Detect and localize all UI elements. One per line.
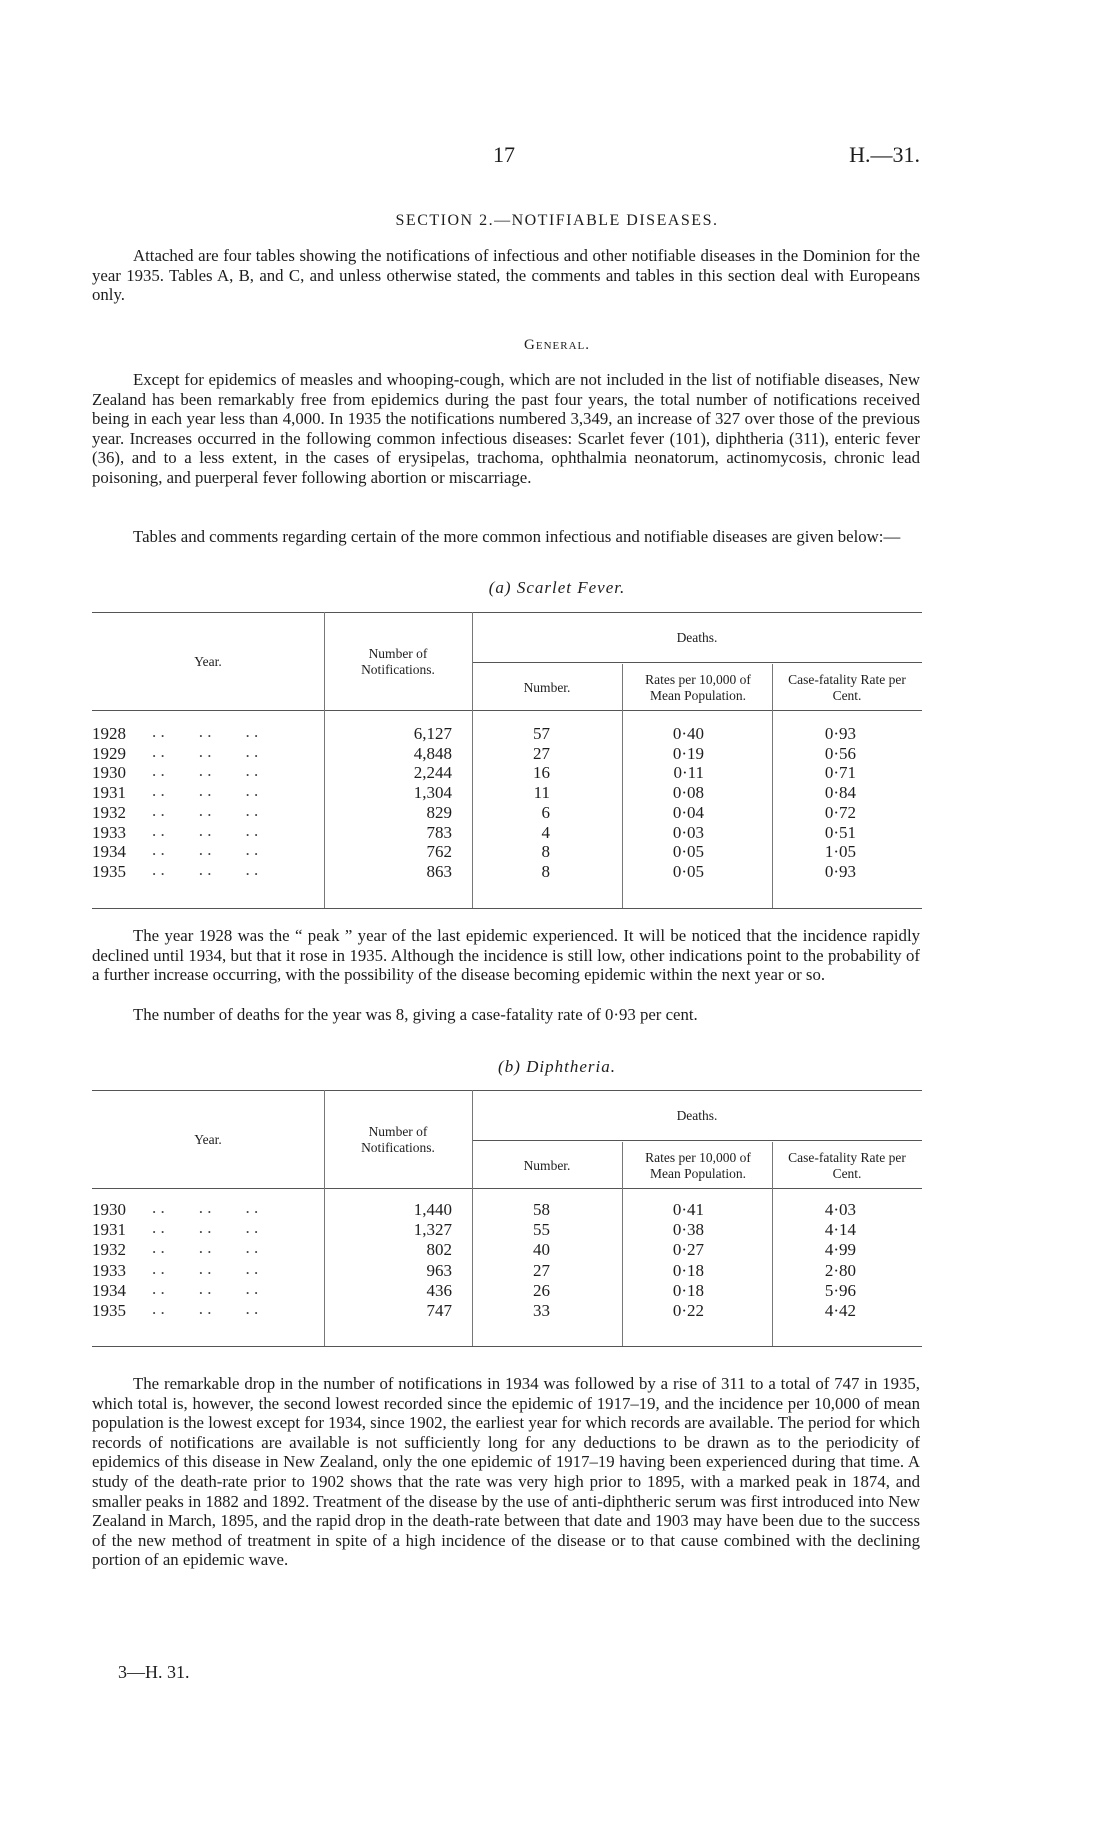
year-cell: 1934: [92, 1280, 126, 1300]
leader-dots: . . . . . .: [152, 1258, 259, 1278]
case-fatality-cell: 1·05: [824, 842, 856, 862]
table-row: [92, 1220, 922, 1240]
case-fatality-cell: 4·14: [824, 1220, 856, 1240]
notifications-cell: 1,327: [413, 1220, 452, 1240]
case-fatality-cell: 0·84: [824, 783, 856, 803]
notifications-cell: 6,127: [413, 724, 452, 743]
notifications-cell: 863: [426, 861, 452, 881]
deaths-cell: 27: [533, 1260, 550, 1280]
table-row: [92, 1278, 922, 1301]
header-deaths-number: Number.: [523, 1158, 571, 1173]
leader-dots: . . . . . .: [152, 781, 259, 801]
leader-dots: . . . . . .: [152, 1299, 259, 1318]
leader-dots: . . . . . .: [152, 1198, 259, 1217]
year-cell: 1933: [92, 822, 126, 842]
leader-dots: . . . . . .: [152, 761, 259, 781]
notifications-cell: 762: [426, 842, 452, 862]
year-cell: 1935: [92, 861, 126, 881]
diphtheria-caption: (b) Diphtheria.: [498, 1057, 616, 1076]
leader-dots: . . . . . .: [152, 1238, 259, 1258]
document-reference: H.—31.: [849, 142, 920, 167]
death-rate-cell: 0·22: [672, 1301, 704, 1320]
scarlet-comment-2: The number of deaths for the year was 8, giving a case-fatality rate of 0·93 per cent.: [133, 1005, 698, 1024]
notifications-cell: 963: [426, 1260, 452, 1280]
page-number: 17: [493, 142, 515, 167]
deaths-cell: 57: [533, 724, 550, 743]
death-rate-cell: 0·38: [672, 1220, 704, 1240]
notifications-cell: 436: [426, 1280, 452, 1300]
case-fatality-cell: 4·99: [824, 1240, 856, 1260]
general-paragraph: Except for epidemics of measles and whooping-cough, which are not included in the list of notifiable diseases, New Zealand has been remarkably free from epidemics during the past four years, the total number of notifications received being in each year less than 4,000. In 1935 the notifications numbered 3,349, an increase of 327 over those of the previous year. Increases occurred in the following common infectious diseases: Scarlet fever (101), diphtheria (311), enteric fever (36), and to a less extent, in the cases of erysipelas, trachoma, ophthalmia neonatorum, actinomycosis, chronic lead poisoning, and puerperal fever following abortion or miscarriage.: [92, 370, 920, 487]
year-cell: 1930: [92, 1200, 126, 1219]
death-rate-cell: 0·40: [672, 724, 704, 743]
death-rate-cell: 0·27: [672, 1240, 704, 1260]
scarlet-fever-caption: (a) Scarlet Fever.: [488, 578, 626, 597]
header-deaths-number: Number.: [523, 680, 571, 695]
year-cell: 1933: [92, 1260, 126, 1280]
deaths-cell: 58: [533, 1200, 550, 1219]
header-year: Year.: [194, 654, 222, 669]
footer-mark: 3—H. 31.: [118, 1662, 190, 1682]
header-death-rate: Rates per 10,000 of Mean Population.: [645, 1150, 751, 1181]
case-fatality-cell: 2·80: [824, 1260, 856, 1280]
header-deaths: Deaths.: [676, 1108, 718, 1123]
header-case-fatality: Case-fatality Rate per Cent.: [788, 1150, 906, 1181]
year-cell: 1932: [92, 1240, 126, 1260]
year-cell: 1931: [92, 1220, 126, 1240]
leader-dots: . . . . . .: [152, 800, 259, 820]
notifications-cell: 1,304: [413, 783, 452, 803]
table-row: [92, 1200, 922, 1220]
header-death-rate: Rates per 10,000 of Mean Population.: [645, 672, 751, 703]
table-row: [92, 1258, 922, 1281]
notifications-cell: 783: [426, 822, 452, 842]
notifications-cell: 2,244: [413, 763, 452, 783]
death-rate-cell: 0·41: [672, 1200, 704, 1219]
death-rate-cell: 0·04: [672, 802, 704, 822]
diphtheria-table: [92, 1090, 922, 1360]
deaths-cell: 8: [541, 861, 550, 881]
leader-dots: . . . . . .: [152, 859, 259, 879]
notifications-cell: 4,848: [413, 743, 452, 763]
case-fatality-cell: 0·72: [824, 802, 856, 822]
year-cell: 1928: [92, 724, 126, 743]
leader-dots: . . . . . .: [152, 840, 259, 860]
header-year: Year.: [194, 1132, 222, 1147]
leader-dots: . . . . . .: [152, 820, 259, 840]
header-case-fatality: Case-fatality Rate per Cent.: [788, 672, 906, 703]
death-rate-cell: 0·08: [672, 783, 704, 803]
table-row: [92, 1240, 922, 1260]
leader-dots: . . . . . .: [152, 1218, 259, 1238]
deaths-cell: 16: [533, 763, 550, 783]
year-cell: 1932: [92, 802, 126, 822]
year-cell: 1935: [92, 1301, 126, 1320]
notifications-cell: 829: [426, 802, 452, 822]
case-fatality-cell: 0·93: [824, 861, 856, 881]
year-cell: 1929: [92, 743, 126, 763]
deaths-cell: 40: [533, 1240, 550, 1260]
case-fatality-cell: 0·71: [824, 763, 856, 783]
notifications-cell: 802: [426, 1240, 452, 1260]
leader-dots: . . . . . .: [152, 722, 259, 741]
scarlet-comment-1: The year 1928 was the “ peak ” year of the last epidemic experienced. It will be noticed that the incidence rapidly declined until 1934, but that it rose in 1935. Although the incidence is still low, other indications point to the probability of a further increase occurring, with the possibility of the disease becoming epidemic within the next year or so.: [92, 926, 920, 985]
case-fatality-cell: 4·03: [824, 1200, 856, 1219]
deaths-cell: 27: [533, 743, 550, 763]
death-rate-cell: 0·11: [673, 763, 704, 783]
notifications-cell: 747: [426, 1301, 452, 1320]
deaths-cell: 6: [541, 802, 550, 822]
deaths-cell: 33: [533, 1301, 550, 1320]
case-fatality-cell: 4·42: [824, 1301, 856, 1320]
death-rate-cell: 0·18: [672, 1280, 704, 1300]
death-rate-cell: 0·05: [672, 861, 704, 881]
deaths-cell: 26: [533, 1280, 550, 1300]
table-row: [92, 859, 922, 882]
year-cell: 1931: [92, 783, 126, 803]
deaths-cell: 55: [533, 1220, 550, 1240]
deaths-cell: 4: [541, 822, 550, 842]
notifications-cell: 1,440: [413, 1200, 452, 1219]
case-fatality-cell: 5·96: [824, 1280, 856, 1300]
case-fatality-cell: 0·56: [824, 743, 856, 763]
leader-dots: . . . . . .: [152, 1278, 259, 1298]
intro-paragraph: Attached are four tables showing the notifications of infectious and other notifiable diseases in the Dominion for the year 1935. Tables A, B, and C, and unless otherwise stated, the comments and tables in this section deal with Europeans only.: [92, 246, 920, 305]
death-rate-cell: 0·05: [672, 842, 704, 862]
header-deaths: Deaths.: [676, 630, 718, 645]
deaths-cell: 11: [533, 783, 550, 803]
scarlet-fever-table: [92, 612, 922, 912]
year-cell: 1930: [92, 763, 126, 783]
table-row: [92, 1301, 922, 1321]
year-cell: 1934: [92, 842, 126, 862]
tables-intro-paragraph: Tables and comments regarding certain of the more common infectious and notifiable diseases are given below:—: [133, 527, 901, 546]
death-rate-cell: 0·18: [672, 1260, 704, 1280]
death-rate-cell: 0·19: [672, 743, 704, 763]
death-rate-cell: 0·03: [672, 822, 704, 842]
deaths-cell: 8: [541, 842, 550, 862]
leader-dots: . . . . . .: [152, 741, 259, 761]
section-heading: SECTION 2.—NOTIFIABLE DISEASES.: [395, 212, 719, 229]
case-fatality-cell: 0·51: [824, 822, 856, 842]
diphtheria-comment: The remarkable drop in the number of notifications in 1934 was followed by a rise of 311 to a total of 747 in 1935, which total is, however, the second lowest recorded since the epidemic of 1917–19, and the incidence per 10,000 of mean population is the lowest except for 1934, since 1902, the earliest year for which records are available. The period for which records of notifications are available is not sufficiently long for any deductions to be drawn as to the periodicity of epidemics of this disease in New Zealand, only the one epidemic of 1917–19 having been experienced during that time. A study of the death-rate prior to 1902 shows that the rate was very high prior to 1895, with a marked peak in 1874, and smaller peaks in 1882 and 1892. Treatment of the disease by the use of anti-diphtheric serum was first introduced into New Zealand in March, 1895, and the rapid drop in the death-rate between that date and 1903 may have been due to the success of the new method of treatment in spite of a high incidence of the disease or to that cause combined with the declining portion of an epidemic wave.: [92, 1374, 920, 1570]
header-notifications: Number of Notifications.: [361, 1124, 435, 1155]
header-notifications: Number of Notifications.: [361, 646, 435, 677]
general-heading: General.: [524, 337, 590, 353]
case-fatality-cell: 0·93: [824, 724, 856, 743]
